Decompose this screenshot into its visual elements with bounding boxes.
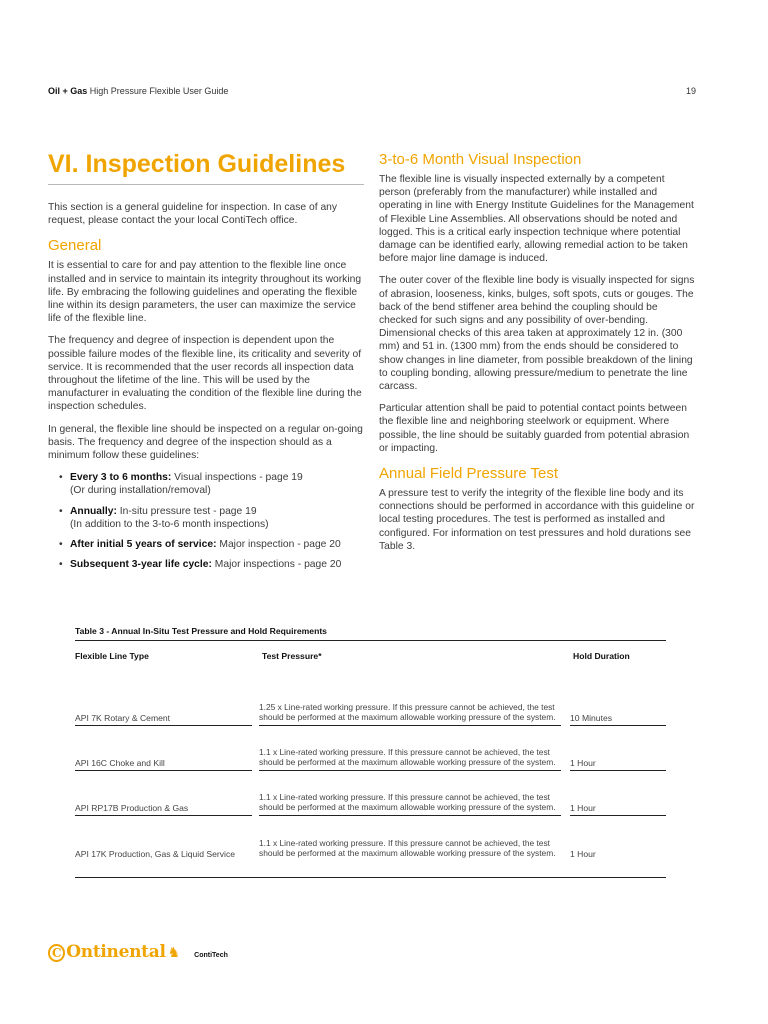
hold-duration-cell: 1 Hour <box>570 803 666 816</box>
general-paragraph-2: The frequency and degree of inspection is dependent upon the possible failure modes of the flexible line, its criticality and severity of service. It is recommended that the user records all inspection data throughout the lifetime of the line. This will be used by the manufacturer in evaluating the condition of the flexible line during the inspection schedules. <box>48 335 362 413</box>
bullet-text: In-situ pressure test - page 19 <box>116 505 257 517</box>
guide-title: High Pressure Flexible User Guide <box>89 86 229 96</box>
test-pressure-cell: 1.1 x Line-rated working pressure. If this pressure cannot be achieved, the test should be performed at the maximum allowable working pressure of the system. <box>259 792 561 816</box>
bullet-text: Visual inspections - page 19 <box>171 472 303 484</box>
annual-paragraph: A pressure test to verify the integrity of the flexible line body and its connections should be performed in accordance with this guideline or local testing procedures. The test is performed as installed and configured. For information on test pressures and hold durations see Table 3. <box>379 488 695 552</box>
table-header-row <box>75 641 666 681</box>
list-item <box>70 505 364 531</box>
visual-paragraph-2: The outer cover of the flexible line body is visually inspected for signs of abrasion, looseness, kinks, bulges, soft spots, cuts or gouges. The back of the bend stiffener area behind the coupling should be checked for such signs and any possibility of over-bending. Dimensional checks of this area taken at approximately 12 in. (300 mm) and 51 in. (1300 mm) from the ends should be considered to show changes in line diameter, from possible breakdown of the lining to coupling bonding, allowing pressure/medium to penetrate the line carcass. <box>379 275 695 393</box>
column-header: Flexible Line Type <box>75 651 149 661</box>
table-row <box>75 681 666 726</box>
column-header: Hold Duration <box>573 651 630 661</box>
logo-text: Ontinental <box>66 942 166 962</box>
contitech-label: ContiTech <box>194 951 228 959</box>
test-pressure-cell: 1.25 x Line-rated working pressure. If this pressure cannot be achieved, the test should be performed at the maximum allowable working pressure of the system. <box>259 702 561 726</box>
intro-paragraph: This section is a general guideline for inspection. In case of any request, please contact the your local ContiTech office. <box>48 202 338 227</box>
hold-duration-cell: 1 Hour <box>570 758 666 771</box>
title-divider <box>48 184 364 185</box>
test-pressure-cell: 1.1 x Line-rated working pressure. If this pressure cannot be achieved, the test should be performed at the maximum allowable working pressure of the system. <box>259 747 561 771</box>
pressure-table <box>75 626 666 878</box>
bullet-subtext: (Or during installation/removal) <box>70 485 211 497</box>
column-header: Test Pressure* <box>262 651 322 661</box>
page-header <box>48 86 696 96</box>
hold-duration-cell: 1 Hour <box>570 849 596 859</box>
table-bottom-rule <box>75 877 666 878</box>
general-paragraph-3: In general, the flexible line should be inspected on a regular on-going basis. The frequency and degree of the inspection should as a minimum follow these guidelines: <box>48 423 363 462</box>
right-column <box>379 150 695 562</box>
table-row <box>75 726 666 771</box>
line-type-cell: API 7K Rotary & Cement <box>75 713 252 726</box>
bullet-text: Major inspection - page 20 <box>216 539 341 551</box>
table-row <box>75 816 666 861</box>
general-paragraph-1: It is essential to care for and pay attention to the flexible line once installed and in service to maintain its integrity throughout its working life. By embracing the following guidelines and operating the flexible line within its design parameters, the user can maximize the service life of the flexible line. <box>48 260 362 325</box>
continental-logo: C Ontinental <box>48 942 166 962</box>
bullet-label: Every 3 to 6 months: <box>70 472 172 484</box>
line-type-cell: API 17K Production, Gas & Liquid Service <box>75 849 236 859</box>
list-item <box>70 471 364 497</box>
visual-paragraph-1: The flexible line is visually inspected externally by a competent person (preferably from the manufacturer) while installed and operating in line with Energy Institute Guidelines for the Management of Flexible Line Assemblies. All observations should be noted and logged. This is a critical early inspection technique where potential damage can be identified early, allowing remedial action to be taken before major line damage is induced. <box>379 174 694 265</box>
bullet-text: Major inspections - page 20 <box>211 559 342 571</box>
bullet-subtext: (In addition to the 3-to-6 month inspections) <box>70 518 269 530</box>
table-caption: Table 3 - Annual In-Situ Test Pressure and Hold Requirements <box>75 626 666 641</box>
test-pressure-cell: 1.1 x Line-rated working pressure. If this pressure cannot be achieved, the test should be performed at the maximum allowable working pressure of the system. <box>259 837 556 859</box>
bullet-label: Annually: <box>70 505 117 517</box>
horse-icon: ♞ <box>167 943 181 960</box>
list-item <box>70 558 364 571</box>
table-row <box>75 771 666 816</box>
inspection-schedule-list <box>48 471 364 571</box>
list-item <box>70 538 364 551</box>
requirements-table <box>75 641 666 861</box>
bullet-label: After initial 5 years of service: <box>70 539 217 551</box>
left-column <box>48 148 364 578</box>
bullet-label: Subsequent 3-year life cycle: <box>70 559 212 571</box>
hold-duration-cell: 10 Minutes <box>570 713 666 726</box>
line-type-cell: API RP17B Production & Gas <box>75 803 252 816</box>
section-title: VI. Inspection Guidelines <box>48 150 346 178</box>
visual-paragraph-3: Particular attention shall be paid to potential contact points between the flexible line and neighboring steelwork or equipment. Where possible, the line should be suitably guarded from potential abrasion or impacting. <box>379 403 690 454</box>
general-heading: General <box>48 237 102 255</box>
footer <box>48 942 228 962</box>
line-type-cell: API 16C Choke and Kill <box>75 758 252 771</box>
page-number: 19 <box>685 86 696 96</box>
brand-label: Oil + Gas <box>48 86 88 96</box>
annual-test-heading: Annual Field Pressure Test <box>379 465 558 483</box>
visual-inspection-heading: 3-to-6 Month Visual Inspection <box>379 151 582 168</box>
